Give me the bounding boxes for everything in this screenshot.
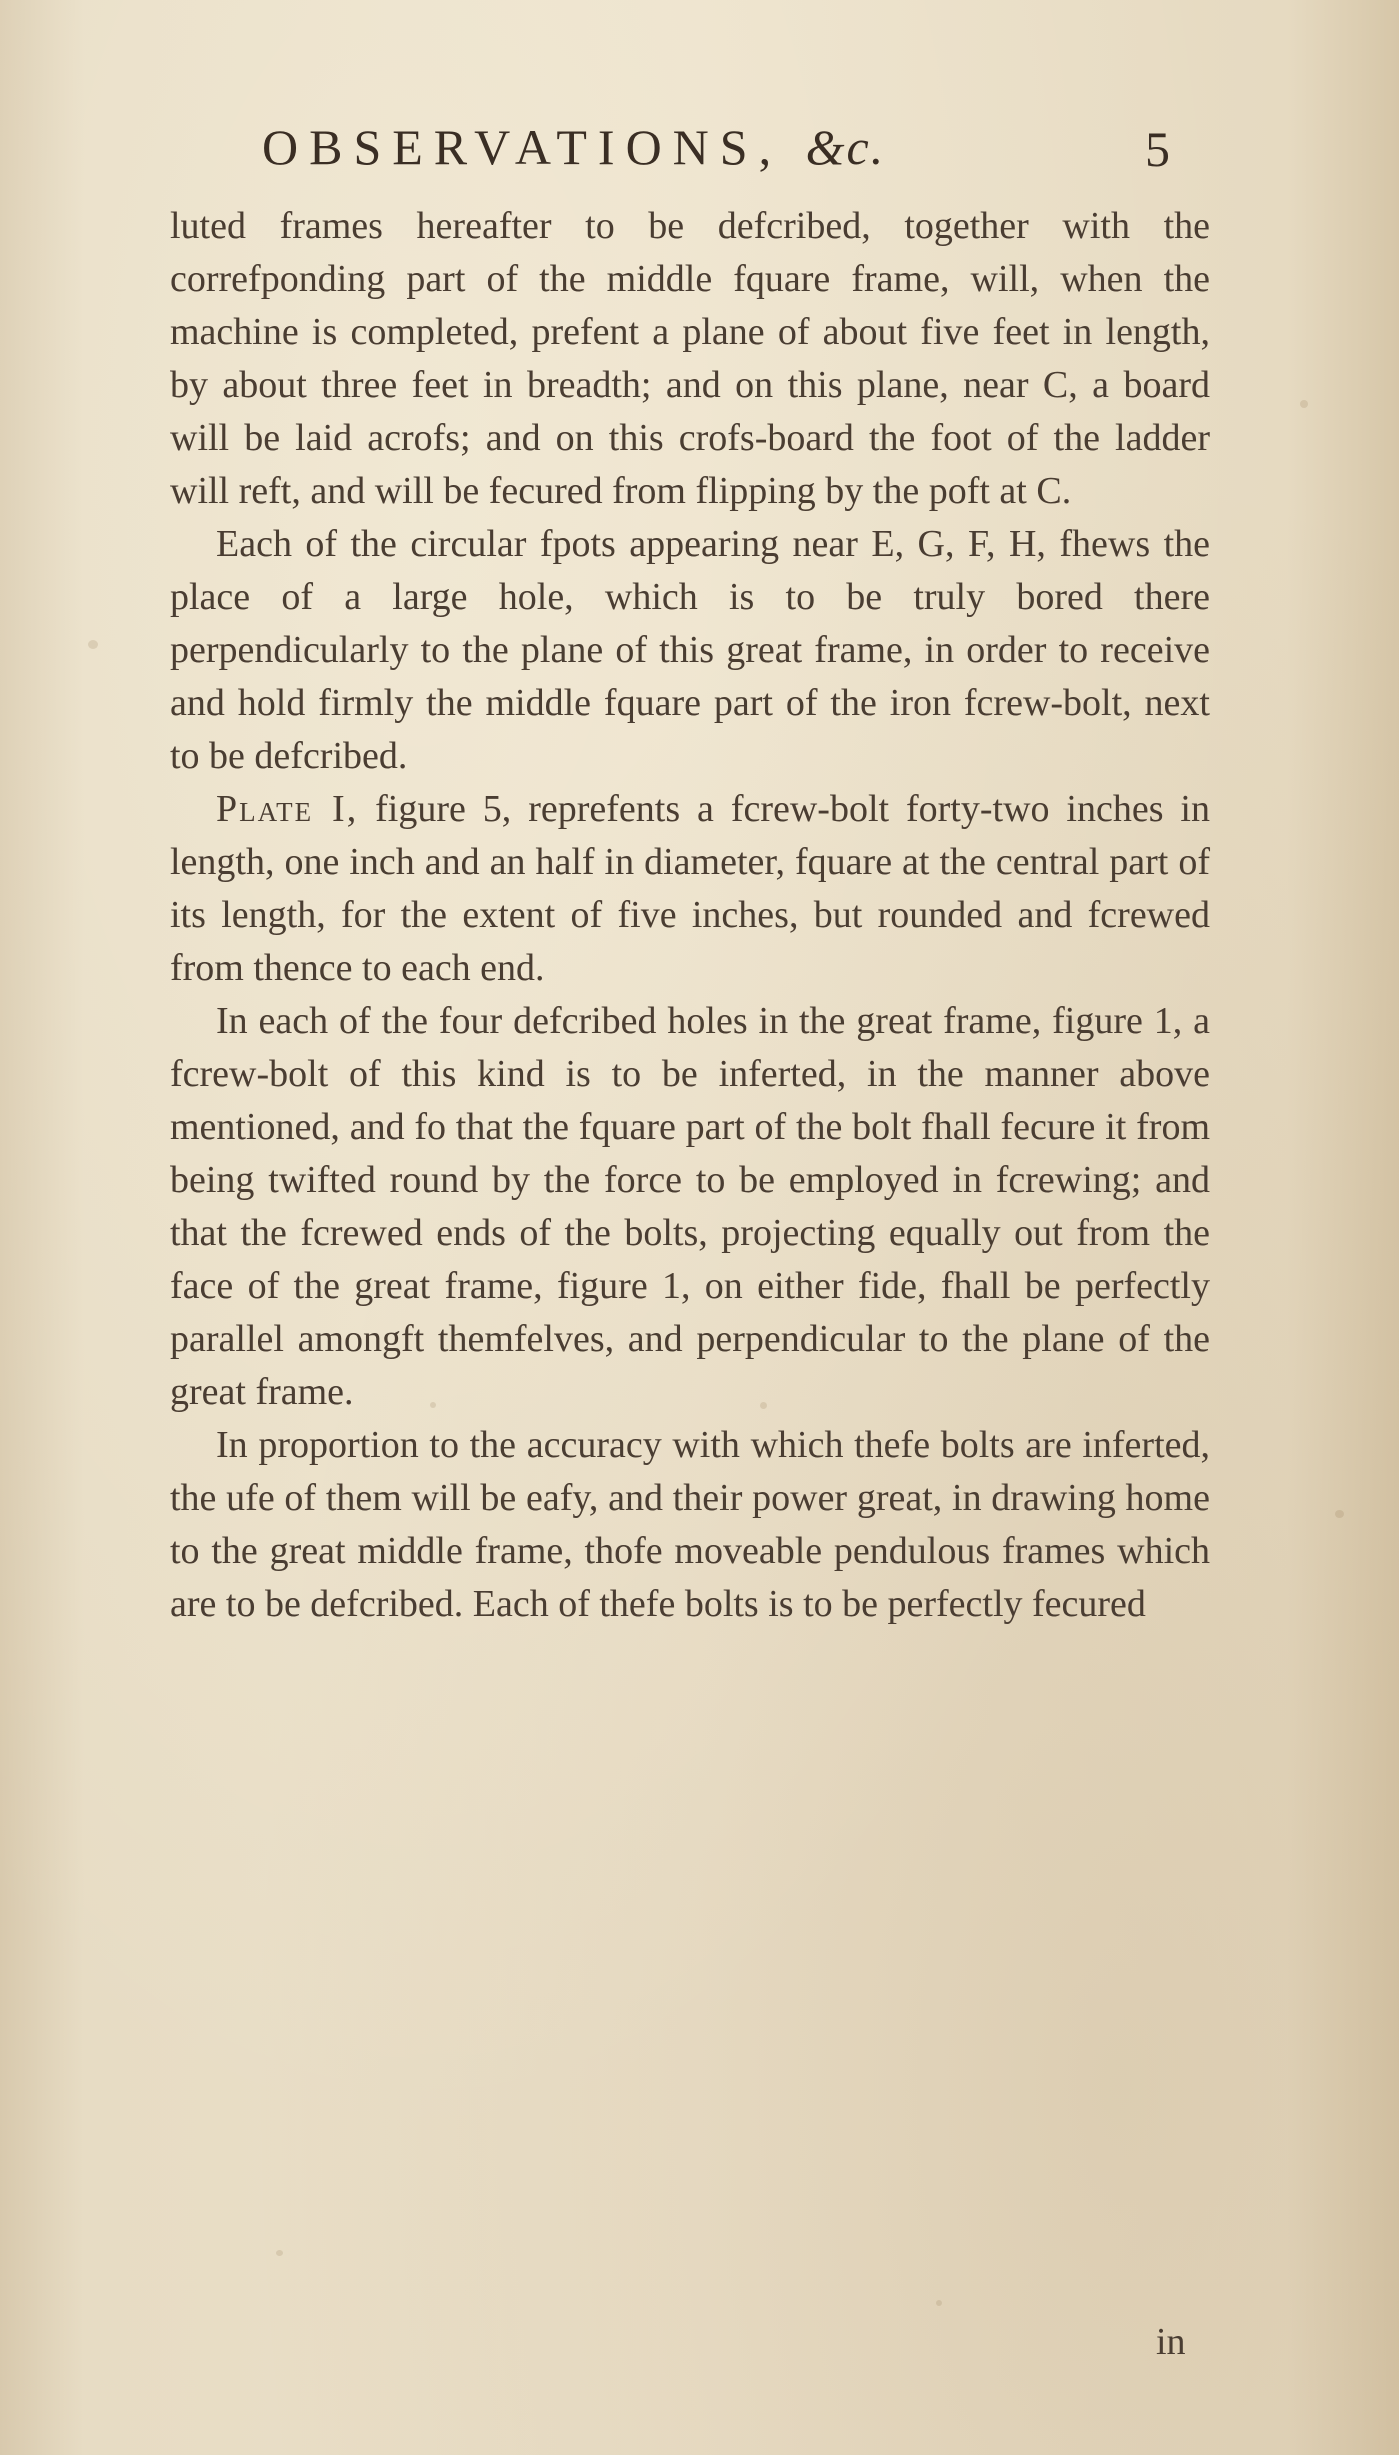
paragraph-text: figure 5, reprefents a fcrew-bolt forty-two inches in length, one inch and an half in diameter, fquare at the central part of its length, for the extent of five inches, but rounded and fcrewed from thence to each end. — [170, 788, 1210, 989]
paragraph: In proportion to the accuracy with which thefe bolts are inferted, the ufe of them will be eafy, and their power great, in drawing home to the great middle frame, thofe moveable pendulous frames which are to be defcribed. Each of thefe bolts is to be perfectly fecured — [170, 1424, 1210, 1625]
running-title — [262, 118, 885, 176]
paragraph: In each of the four defcribed holes in the great frame, figure 1, a fcrew-bolt of this kind is to be inferted, in the manner above mentioned, and fo that the fquare part of the bolt fhall fecure it from being twifted round by the force to be employed in fcrewing; and that the fcrewed ends of the bolts, projecting equally out from the face of the great frame, figure 1, on either fide, fhall be perfectly parallel amongft themfelves, and perpendicular to the plane of the great frame. — [170, 1000, 1210, 1413]
running-title-text: OBSERVATIONS, — [262, 119, 783, 175]
foxing-spot — [1335, 1510, 1344, 1518]
paragraph — [170, 783, 1210, 995]
foxing-spot — [276, 2250, 283, 2256]
paragraph: Each of the circular fpots appearing near E, G, F, H, fhews the place of a large hole, which is to be truly bored there perpendicularly to the plane of this great frame, in order to receive and hold firmly the middle fquare part of the iron fcrew-bolt, next to be defcribed. — [170, 523, 1210, 777]
running-title-etc: &c. — [805, 119, 886, 175]
paragraph: luted frames hereafter to be defcribed, together with the correfponding part of the middle fquare frame, will, when the machine is completed, prefent a plane of about five feet in length, by about three feet in breadth; and on this plane, near C, a board will be laid acrofs; and on this crofs-board the foot of the ladder will reft, and will be fecured from flipping by the poft at C. — [170, 205, 1210, 512]
catchword: in — [1156, 2321, 1186, 2363]
running-head — [0, 118, 1399, 188]
body-text — [170, 200, 1210, 1631]
plate-label: Plate I, — [216, 788, 359, 830]
foxing-spot — [1300, 400, 1308, 408]
foxing-spot — [88, 640, 98, 649]
foxing-spot — [936, 2300, 942, 2306]
page-number: 5 — [1145, 121, 1170, 177]
